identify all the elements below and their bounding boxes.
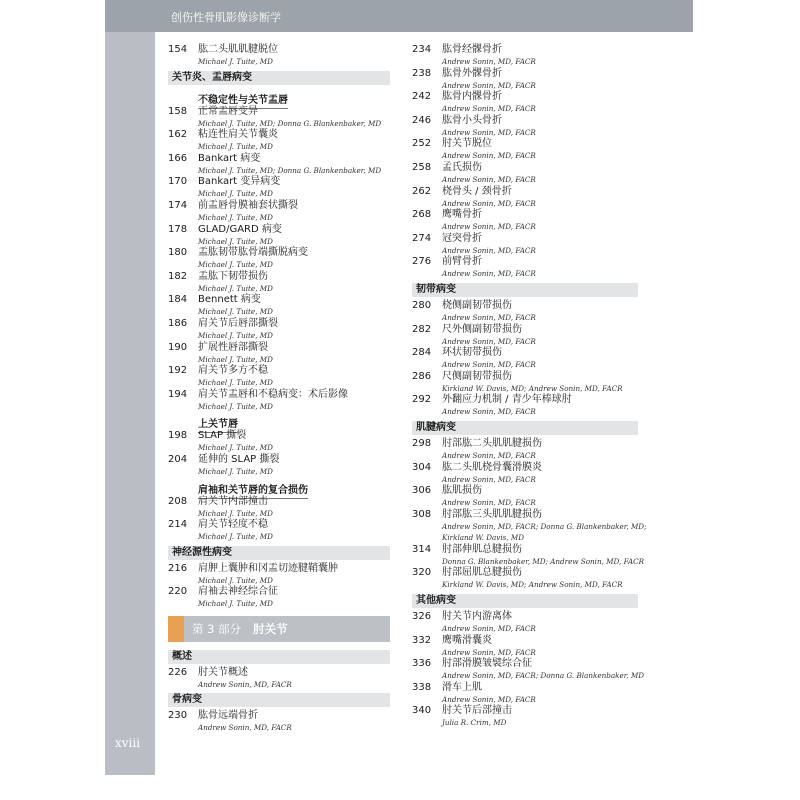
section-heading: 关节炎、盂唇病变 <box>168 71 390 85</box>
toc-entry[interactable] <box>412 256 638 280</box>
entry-page: 158 <box>168 105 188 117</box>
subsection-heading: 上关节唇 <box>198 418 238 433</box>
entry-title: SLAP 撕裂 <box>198 430 247 442</box>
toc-entry[interactable] <box>412 138 638 162</box>
entry-title: 肩关节盂唇和不稳病变：术后影像 <box>198 388 348 400</box>
entry-page: 166 <box>168 152 188 164</box>
entry-title: 盂肱下韧带损伤 <box>198 270 268 282</box>
entry-author: Michael J. Tuite, MD <box>198 260 273 270</box>
entry-page: 190 <box>168 341 188 353</box>
entry-page: 230 <box>168 710 188 722</box>
entry-page: 308 <box>412 508 432 520</box>
entry-title: 肱二头肌桡骨囊滑膜炎 <box>442 461 542 473</box>
section-heading: 概述 <box>168 650 390 664</box>
entry-title: 肱骨远端骨折 <box>198 710 258 722</box>
entry-title: 肩胛上囊肿和冈盂切迹腱鞘囊肿 <box>198 562 338 574</box>
toc-entry[interactable] <box>412 209 638 233</box>
toc-entry[interactable] <box>412 371 638 395</box>
toc-entry[interactable] <box>168 586 390 610</box>
section-heading: 韧带病变 <box>412 283 638 297</box>
entry-title: 肘关节脱位 <box>442 138 492 150</box>
toc-entry[interactable] <box>412 705 638 729</box>
entry-author: Andrew Sonin, MD, FACR <box>442 624 536 634</box>
section-heading: 其他病变 <box>412 594 638 608</box>
entry-page: 238 <box>412 67 432 79</box>
entry-author: Andrew Sonin, MD, FACR; Donna G. Blankenbaker, MD <box>442 671 645 681</box>
entry-author: Michael J. Tuite, MD <box>198 57 273 66</box>
entry-page: 286 <box>412 370 432 382</box>
entry-page: 194 <box>168 388 188 400</box>
entry-title: 延伸的 SLAP 撕裂 <box>198 453 280 465</box>
entry-author: Michael J. Tuite, MD <box>198 401 273 411</box>
part-banner <box>168 616 390 642</box>
entry-page: 178 <box>168 223 188 235</box>
entry-page: 246 <box>412 114 432 126</box>
entry-page: 326 <box>412 611 432 623</box>
toc-entry[interactable] <box>168 44 390 68</box>
entry-title: 肩关节轻度不稳 <box>198 519 268 531</box>
entry-page: 192 <box>168 365 188 377</box>
entry-title: 肱骨小头骨折 <box>442 114 502 126</box>
toc-column-left <box>168 44 390 734</box>
entry-title: 肱骨经髁骨折 <box>442 44 502 55</box>
entry-title: 肩袖去神经综合征 <box>198 586 278 598</box>
entry-page: 284 <box>412 347 432 359</box>
entry-page: 304 <box>412 461 432 473</box>
entry-author: Michael J. Tuite, MD <box>198 283 273 293</box>
toc-entry[interactable] <box>412 233 638 257</box>
toc-entry[interactable] <box>168 710 390 734</box>
toc-entry[interactable] <box>412 44 638 68</box>
toc-entry[interactable] <box>168 430 390 454</box>
toc-entry[interactable] <box>168 667 390 691</box>
entry-page: 170 <box>168 176 188 188</box>
entry-author: Michael J. Tuite, MD <box>198 307 273 317</box>
toc-entry[interactable] <box>412 611 638 635</box>
entry-page: 280 <box>412 299 432 311</box>
entry-title: 滑车上肌 <box>442 681 482 693</box>
subsection-heading: 肩袖和关节唇的复合损伤 <box>198 484 308 499</box>
entry-title: 肘部滑膜皱襞综合征 <box>442 658 532 670</box>
toc-entry[interactable] <box>168 106 390 130</box>
toc-entry[interactable] <box>168 365 390 389</box>
entry-title: 盂肱韧带肱骨端撕脱病变 <box>198 247 308 259</box>
entry-title: 前盂唇骨膜袖套状撕裂 <box>198 199 298 211</box>
entry-title: 肱二头肌肌腱脱位 <box>198 44 278 55</box>
section-heading: 肌腱病变 <box>412 421 638 435</box>
entry-author: Andrew Sonin, MD, FACR <box>442 694 536 704</box>
entry-title: Bennett 病变 <box>198 294 261 306</box>
toc-entry[interactable] <box>168 519 390 543</box>
toc-entry[interactable] <box>412 508 647 544</box>
toc-entry[interactable] <box>168 129 390 153</box>
running-header <box>105 0 693 32</box>
toc-entry[interactable] <box>168 200 390 224</box>
entry-author: Andrew Sonin, MD, FACR <box>442 269 536 279</box>
entry-page: 340 <box>412 705 432 717</box>
entry-title: 正常盂唇变异 <box>198 105 258 117</box>
entry-title: Bankart 病变 <box>198 152 261 164</box>
entry-page: 174 <box>168 199 188 211</box>
entry-author: Michael J. Tuite, MD <box>198 354 273 364</box>
entry-author: Andrew Sonin, MD, FACR <box>442 474 536 484</box>
toc-entry[interactable] <box>168 224 390 248</box>
entry-page: 306 <box>412 485 432 497</box>
part-marker <box>168 616 184 642</box>
entry-author: Michael J. Tuite, MD; Donna G. Blankenbaker, MD <box>198 118 382 128</box>
entry-title: 尺侧副韧带损伤 <box>442 370 512 382</box>
entry-page: 226 <box>168 666 188 678</box>
toc-entry[interactable] <box>168 247 390 271</box>
entry-author: Andrew Sonin, MD, FACR <box>442 245 536 255</box>
toc-entry[interactable] <box>412 635 638 659</box>
entry-author: Michael J. Tuite, MD <box>198 212 273 222</box>
entry-page: 262 <box>412 185 432 197</box>
entry-author: Michael J. Tuite, MD <box>198 599 273 609</box>
entry-title: 鹰嘴骨折 <box>442 209 482 221</box>
entry-author-continued: Kirkland W. Davis, MD <box>442 533 525 543</box>
entry-title: 肘部伸肌总腱损伤 <box>442 543 522 555</box>
entry-author: Kirkland W. Davis, MD; Andrew Sonin, MD, FACR <box>442 383 623 393</box>
entry-page: 336 <box>412 658 432 670</box>
toc-entry[interactable] <box>412 658 645 682</box>
entry-author: Andrew Sonin, MD, FACR <box>442 57 536 66</box>
entry-author: Michael J. Tuite, MD <box>198 532 273 542</box>
entry-author: Michael J. Tuite, MD <box>198 330 273 340</box>
entry-author: Michael J. Tuite, MD <box>198 508 273 518</box>
toc-entry[interactable] <box>168 294 390 318</box>
entry-author: Andrew Sonin, MD, FACR <box>442 336 536 346</box>
entry-title: 肩关节后唇部撕裂 <box>198 317 278 329</box>
toc-entry[interactable] <box>412 324 638 348</box>
entry-author: Michael J. Tuite, MD; Donna G. Blankenbaker, MD <box>198 165 382 175</box>
toc-entry[interactable] <box>412 462 638 486</box>
entry-page: 186 <box>168 317 188 329</box>
toc-entry[interactable] <box>412 347 638 371</box>
entry-page: 298 <box>412 437 432 449</box>
entry-title: 肩关节内部撞击 <box>198 495 268 507</box>
entry-author: Julia R. Crim, MD <box>442 718 507 728</box>
entry-page: 216 <box>168 562 188 574</box>
entry-page: 180 <box>168 247 188 259</box>
toc-column-right <box>412 44 647 729</box>
entry-page: 332 <box>412 634 432 646</box>
toc-entry[interactable] <box>412 186 638 210</box>
entry-title: 环状韧带损伤 <box>442 347 502 359</box>
entry-page: 204 <box>168 453 188 465</box>
entry-title: 粘连性肩关节囊炎 <box>198 129 278 141</box>
toc-entry[interactable] <box>412 543 645 568</box>
entry-title: 肘部肱三头肌肌腱损伤 <box>442 508 542 520</box>
entry-page: 314 <box>412 543 432 555</box>
entry-title: 扩展性唇部撕裂 <box>198 341 268 353</box>
toc-entry[interactable] <box>168 318 390 342</box>
entry-author: Michael J. Tuite, MD <box>198 443 273 453</box>
entry-page: 292 <box>412 394 432 406</box>
entry-title: 肘部肱二头肌肌腱损伤 <box>442 437 542 449</box>
entry-title: 外翻应力机制 / 青少年棒球肘 <box>442 394 572 406</box>
entry-author: Andrew Sonin, MD, FACR <box>442 498 536 508</box>
entry-author: Michael J. Tuite, MD <box>198 575 273 585</box>
entry-author: Andrew Sonin, MD, FACR <box>442 647 536 657</box>
entry-author: Andrew Sonin, MD, FACR <box>442 360 536 370</box>
entry-author: Andrew Sonin, MD, FACR <box>442 151 536 161</box>
entry-title: 肘关节后部撞击 <box>442 705 512 717</box>
toc-entry[interactable] <box>412 682 638 706</box>
toc-entry[interactable] <box>412 567 638 591</box>
toc-entry[interactable] <box>412 115 638 139</box>
entry-author: Andrew Sonin, MD, FACR <box>442 198 536 208</box>
entry-title: 肱肌损伤 <box>442 485 482 497</box>
toc-entry[interactable] <box>412 162 638 186</box>
entry-page: 320 <box>412 567 432 579</box>
page-number: xviii <box>115 736 141 750</box>
toc-entry[interactable] <box>412 438 638 462</box>
entry-author: Andrew Sonin, MD, FACR <box>442 174 536 184</box>
entry-author: Andrew Sonin, MD, FACR; Donna G. Blankenbaker, MD; <box>442 521 647 531</box>
entry-title: 桡骨头 / 颈骨折 <box>442 185 512 197</box>
toc-entry[interactable] <box>168 176 390 200</box>
entry-author: Andrew Sonin, MD, FACR <box>442 104 536 114</box>
entry-author: Andrew Sonin, MD, FACR <box>442 127 536 137</box>
entry-page: 258 <box>412 161 432 173</box>
entry-author: Andrew Sonin, MD, FACR <box>442 407 536 417</box>
entry-page: 268 <box>412 209 432 221</box>
entry-page: 242 <box>412 91 432 103</box>
entry-page: 208 <box>168 495 188 507</box>
toc-entry[interactable] <box>412 394 638 418</box>
toc-entry[interactable] <box>168 563 390 587</box>
entry-page: 220 <box>168 586 188 598</box>
entry-title: 冠突骨折 <box>442 232 482 244</box>
entry-author: Andrew Sonin, MD, FACR <box>442 312 536 322</box>
entry-title: 桡侧副韧带损伤 <box>442 299 512 311</box>
entry-author: Michael J. Tuite, MD <box>198 236 273 246</box>
entry-author: Kirkland W. Davis, MD; Andrew Sonin, MD, FACR <box>442 580 623 590</box>
entry-title: 孟氏损伤 <box>442 161 482 173</box>
toc-entry[interactable] <box>168 342 390 366</box>
entry-page: 184 <box>168 294 188 306</box>
toc-entry[interactable] <box>412 68 638 92</box>
entry-author: Andrew Sonin, MD, FACR <box>198 723 292 733</box>
entry-page: 274 <box>412 232 432 244</box>
entry-author: Donna G. Blankenbaker, MD; Andrew Sonin, MD, FACR <box>442 556 645 566</box>
toc-entry[interactable] <box>412 91 638 115</box>
entry-page: 252 <box>412 138 432 150</box>
margin-band <box>105 0 155 775</box>
toc-entry[interactable] <box>168 496 390 520</box>
entry-title: 肘部屈肌总腱损伤 <box>442 567 522 579</box>
entry-title: 肩关节多方不稳 <box>198 365 268 377</box>
toc-entry[interactable] <box>412 485 638 509</box>
toc-entry[interactable] <box>168 271 390 295</box>
part-title: 肘关节 <box>253 621 288 636</box>
entry-title: 肱骨外髁骨折 <box>442 67 502 79</box>
toc-entry[interactable] <box>168 389 390 413</box>
entry-page: 198 <box>168 430 188 442</box>
part-label: 第 3 部分 <box>192 621 242 636</box>
entry-title: 肱骨内髁骨折 <box>442 91 502 103</box>
book-title: 创伤性骨肌影像诊断学 <box>171 11 281 24</box>
entry-title: 前臂骨折 <box>442 256 482 268</box>
toc-entry[interactable] <box>168 153 390 177</box>
entry-author: Michael J. Tuite, MD <box>198 378 273 388</box>
entry-title: GLAD/GARD 病变 <box>198 223 282 235</box>
entry-author: Andrew Sonin, MD, FACR <box>198 679 292 689</box>
entry-page: 154 <box>168 44 188 55</box>
entry-author: Michael J. Tuite, MD <box>198 142 273 152</box>
entry-author: Andrew Sonin, MD, FACR <box>442 450 536 460</box>
entry-page: 282 <box>412 323 432 335</box>
entry-title: 肘关节内游离体 <box>442 611 512 623</box>
subsection-heading: 不稳定性与关节盂唇 <box>198 94 288 109</box>
entry-page: 182 <box>168 270 188 282</box>
entry-page: 162 <box>168 129 188 141</box>
entry-title: Bankart 变异病变 <box>198 176 281 188</box>
entry-page: 276 <box>412 256 432 268</box>
section-heading: 骨病变 <box>168 693 390 707</box>
entry-author: Michael J. Tuite, MD <box>198 466 273 476</box>
toc-entry[interactable] <box>168 454 390 478</box>
section-heading: 神经源性病变 <box>168 546 390 560</box>
entry-title: 肘关节概述 <box>198 666 248 678</box>
entry-page: 214 <box>168 519 188 531</box>
toc-entry[interactable] <box>412 300 638 324</box>
entry-title: 尺外侧副韧带损伤 <box>442 323 522 335</box>
entry-author: Andrew Sonin, MD, FACR <box>442 80 536 90</box>
entry-page: 338 <box>412 681 432 693</box>
entry-page: 234 <box>412 44 432 55</box>
entry-author: Andrew Sonin, MD, FACR <box>442 222 536 232</box>
entry-title: 鹰嘴滑囊炎 <box>442 634 492 646</box>
entry-author: Michael J. Tuite, MD <box>198 189 273 199</box>
